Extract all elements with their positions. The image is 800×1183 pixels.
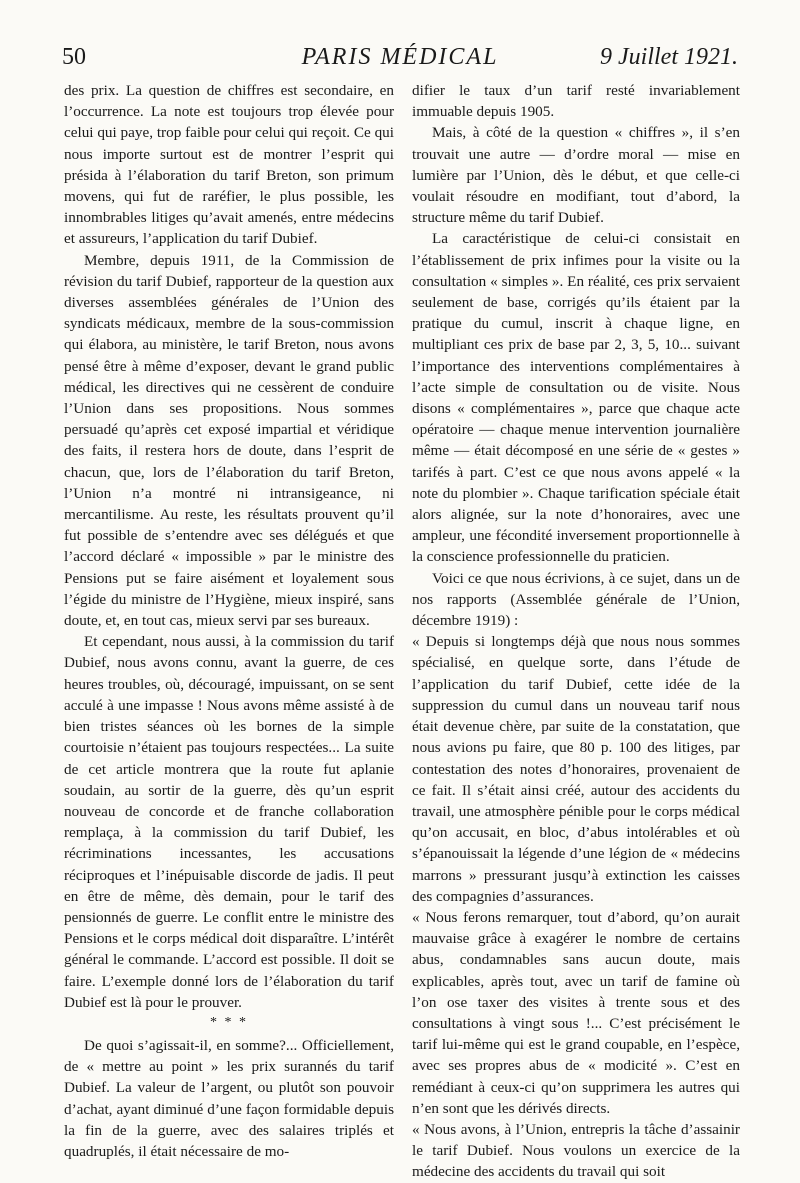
- journal-title: PARIS MÉDICAL: [301, 44, 499, 70]
- paragraph: De quoi s’agissait-il, en somme?... Officiellement, de « mettre au point » les prix surannés du tarif Dubief. La valeur de l’argent, ou plutôt son pouvoir d’achat, ayant diminué d’une façon formidable depuis la fin de la guerre, avec des salaires triplés et quadruplés, il était nécessaire de mo-: [64, 1036, 394, 1160]
- paragraph: Mais, à côté de la question « chiffres », il s’en trouvait une autre — d’ordre moral — mise en lumière par l’Union, dès le début, et que celle-ci voulait résoudre en modifiant, tout d’abord, la structure même du tarif Dubief.: [412, 124, 740, 227]
- quoted-paragraph: « Nous avons, à l’Union, entrepris la tâche d’assainir le tarif Dubief. Nous voulons un exercice de la médecine des accidents du travail qui soit: [412, 1120, 740, 1181]
- quoted-paragraph: « Nous ferons remarquer, tout d’abord, qu’on aurait mauvaise grâce à exagérer le nombre de certains abus, condamnables sans aucun doute, mais explicables, après tout, avec un tarif de famine où l’on ose taxer des visites à trente sous et des consultations à vingt sous !... C’est précisément le tarif lui-même qui est le grand coupable, en l’espèce, avec ses propres abus de « modicité ». C’est en remédiant à ceux-ci qu’on supprimera les autres qui n’en sont que les dérivés directs.: [412, 908, 740, 1117]
- issue-date: 9 Juillet 1921.: [600, 44, 738, 70]
- paragraph: des prix. La question de chiffres est secondaire, en l’occurrence. La note est toujours trop élevée pour celui qui paye, trop faible pour celui qui reçoit. Ce qui nous importe surtout est de montrer l’esprit qui présida à l’élaboration du tarif Breton, son primum movens, qui fut de raréfier, le plus possible, les innombrables litiges qu’avait amenés, entre médecins et assureurs, l’application du tarif Dubief.: [64, 82, 394, 248]
- paragraph: difier le taux d’un tarif resté invariablement immuable depuis 1905.: [412, 82, 740, 121]
- quoted-paragraph: « Depuis si longtemps déjà que nous nous sommes spécialisé, en quelque sorte, dans l’étude de l’application du tarif Dubief, cette idée de la suppression du cumul dans un nouveau tarif nous était devenue chère, par suite de la constatation, que nous avions pu faire, que 80 p. 100 des litiges, par contestation des notes d’honoraires, provenaient de ce fait. Il s’était ainsi créé, autour des accidents du travail, une atmosphère pénible pour le corps médical qu’on accusait, en bloc, d’abus intolérables et où s’épanouissait la légende d’une légion de « médecins marrons » pressurant jusqu’à extinction les caisses des compagnies d’assurances.: [412, 633, 740, 905]
- section-separator: * * *: [210, 1014, 248, 1030]
- page-number: 50: [62, 44, 86, 70]
- paragraph: Membre, depuis 1911, de la Commission de révision du tarif Dubief, rapporteur de la question aux diverses assemblées générales de l’Union des syndicats médicaux, membre de la sous-commission qui élabora, au ministère, le tarif Breton, nous avons pensé être à même d’exposer, devant le grand public médical, les directives qui ne cessèrent de conduire l’Union dans ses propositions. Nous sommes persuadé qu’après cet exposé impartial et véridique des faits, il restera hors de doute, dans l’esprit de chacun, que, lors de l’élaboration du tarif Breton, l’Union n’a montré ni intransigeance, ni mercantilisme. Au reste, les résultats prouvent qu’il fut possible de s’entendre avec ses délégués et que l’accord déclaré « impossible » par le ministre des Pensions put se faire aisément et loyalement sous l’égide du ministre de l’Hygiène, mieux inspiré, sans doute, et, en tout cas, mieux servi par ses bureaux.: [64, 251, 394, 630]
- paragraph: Et cependant, nous aussi, à la commission du tarif Dubief, nous avons connu, avant la guerre, de ces heures troubles, où, découragé, impuissant, on se sent acculé à une impasse ! Nous avons même assisté à de bien tristes séances où les bornes de la simple courtoisie n’étaient pas toujours respectées... La suite de cet article montrera que la route fut aplanie soudain, au sortir de la guerre, dès qu’un esprit nouveau de concorde et de franche collaboration remplaça, à la commission du tarif Dubief, les récriminations incessantes, les accusations réciproques et l’inépuisable discorde de jadis. Il peut en être de même, dès demain, pour le tarif des pensionnés de guerre. Le conflit entre le ministre des Pensions et le corps médical doit disparaître. L’intérêt général le commande. L’accord est possible. Il doit se faire. L’exemple donné lors de l’élaboration du tarif Dubief est là pour le prouver.: [64, 633, 394, 1011]
- page-header: [62, 40, 738, 76]
- right-column: [412, 80, 740, 1183]
- paragraph: La caractéristique de celui-ci consistait en l’établissement de prix infimes pour la visite ou la consultation « simples ». En réalité, ces prix servaient seulement de base, corrigés qu’ils étaient par la pratique du cumul, inscrit à chaque ligne, en multipliant ces prix de base par 2, 3, 5, 10... suivant l’importance des interventions complémentaires à l’acte simple de consultation ou de visite. Nous disons « complémentaires », parce que chaque acte opératoire — chaque menue intervention journalière même — était décomposé en une série de « gestes » tarifés à part. C’est ce que nous avons appelé « la note du plombier ». Chaque tarification spéciale était alors alignée, sur la note d’honoraires, avec une ampleur, une fécondité inversement proportionnelle à la conscience professionnelle du praticien.: [412, 230, 740, 566]
- paragraph: Voici ce que nous écrivions, à ce sujet, dans un de nos rapports (Assemblée générale de l’Union, décembre 1919) :: [412, 569, 740, 630]
- left-column: [64, 80, 394, 1162]
